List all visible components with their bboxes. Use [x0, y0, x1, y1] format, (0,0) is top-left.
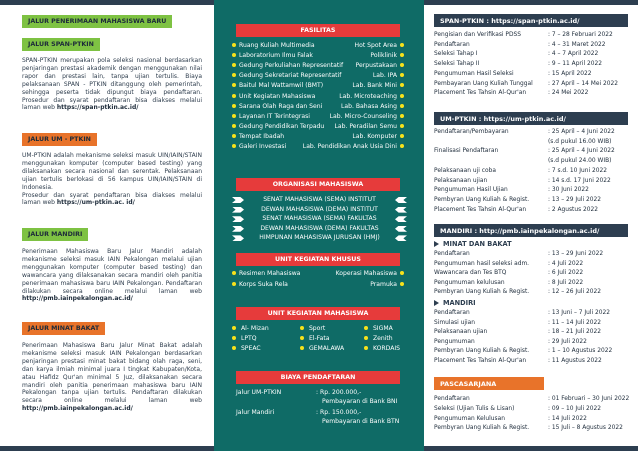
ormawa-label: DEWAN MAHASISWA (DEMA) FAKULTAS	[260, 224, 379, 232]
bullet-icon	[232, 282, 236, 286]
bullet-icon	[400, 144, 404, 148]
bullet-icon	[400, 63, 404, 67]
schedule-label: Pendaftaran	[434, 251, 470, 257]
bullet-icon	[232, 104, 236, 108]
bullet-icon	[232, 124, 236, 128]
schedule-label: Placement Tes Tahsin Al-Qur'an	[434, 358, 527, 364]
schedule-value: : 11 Agustus 2022	[548, 358, 602, 364]
ormawa-label: HIMPUNAN MAHASISWA JURUSAN (HMJ)	[259, 234, 380, 242]
fasilitas-row	[232, 103, 404, 113]
schedule-value: : 09 – 10 Juli 2022	[548, 405, 602, 412]
minat-desc: Penerimaan Mahasiswa Baru Jalur Minat Bakat adalah mekanisme seleksi masuk IAIN Pekalongan berdasarkan penjaringan prestasi minat bakat bidang olah raga, seni, dan karya ilmiah minimal juara I tingkat Kabupaten/Kota, atau Hafidz Qur'an minimal 5 Juz, dilaksanakan secara mandiri oleh panitia penerimaan mahasiswa baru IAIN Pekalongan tanpa ujian tertulis. Pendaftaran dilakukan secara online melalui laman web	[22, 342, 202, 405]
schedule-label: Pendaftaran	[434, 310, 470, 316]
schedule-label: Finalisasi Pendaftaran	[434, 148, 499, 155]
bullet-icon	[400, 134, 404, 138]
fasilitas-row	[232, 123, 404, 133]
schedule-row	[434, 280, 634, 289]
triangle-right-icon	[434, 241, 439, 247]
middle-panel	[214, 0, 424, 451]
schedule-row	[434, 310, 634, 319]
schedule-row	[434, 90, 634, 99]
fasilitas-row	[232, 113, 404, 123]
list-item: Lab. Microteaching	[339, 93, 404, 100]
mandiri-subtitle: MANDIRI	[434, 299, 476, 307]
schedule-label: Pengisian dan Verifikasi PDSS	[434, 32, 521, 38]
bullet-icon	[400, 282, 404, 286]
schedule-value: : 1 – 10 Agustus 2022	[548, 348, 613, 355]
list-item: Ruang Kuliah Multimedia	[232, 42, 315, 49]
bullet-icon	[400, 271, 404, 275]
schedule-row	[434, 270, 634, 279]
minat-subtitle: MINAT DAN BAKAT	[434, 240, 512, 248]
schedule-row	[434, 178, 634, 187]
ukm-title: UNIT KEGIATAN MAHASISWA	[236, 307, 400, 320]
bullet-icon	[400, 83, 404, 87]
ukk-row	[232, 270, 404, 280]
schedule-row	[434, 207, 634, 216]
fasilitas-row	[232, 133, 404, 143]
pasca-schedule-title: PASCASARJANA	[434, 377, 544, 390]
bullet-icon	[232, 326, 236, 330]
um-desc2: Prosedur dan syarat pendaftaran bisa diakses melalui laman web	[22, 191, 202, 207]
triangle-right-icon	[434, 300, 439, 306]
list-item: Unit Kegiatan Mahasiswa	[232, 93, 315, 100]
schedule-value: : 12 – 26 Juli 2022	[548, 289, 602, 296]
fasilitas-row	[232, 72, 404, 82]
list-item: Galeri Investasi	[232, 143, 286, 150]
schedule-value: : 27 April – 14 Mei 2022	[548, 80, 618, 87]
list-item: Layanan IT Terintegrasi	[232, 113, 310, 120]
bullet-icon	[364, 326, 368, 330]
ormawa-item	[232, 215, 407, 224]
bullet-icon	[400, 104, 404, 108]
schedule-value: (s.d pukul 24.00 WIB)	[548, 158, 612, 165]
list-item: Sarana Olah Raga dan Seni	[232, 103, 322, 110]
schedule-label: Pendaftaran	[434, 396, 470, 402]
ormawa-label: DEWAN MAHASISWA (DEMA) INSTITUT	[261, 205, 378, 213]
ormawa-item	[232, 225, 407, 234]
schedule-row	[434, 129, 634, 138]
schedule-label: Pelaksanaan ujian	[434, 329, 488, 336]
bullet-icon	[232, 73, 236, 77]
biaya-note: Pembayaran di Bank BNI	[322, 398, 398, 405]
list-item: Gedung Pendidikan Terpadu	[232, 123, 324, 130]
schedule-value: : 01 Februari – 30 Juni 2022	[548, 396, 630, 402]
bullet-icon	[232, 83, 236, 87]
schedule-value: : 18 – 21 Juli 2022	[548, 329, 602, 336]
schedule-label: Pembyran Uang Kuliah & Regist.	[434, 196, 530, 203]
schedule-label: Pengumuman	[434, 338, 475, 345]
list-item: Gedung Sekretariat Representatif	[232, 72, 341, 79]
bullet-icon	[232, 271, 236, 275]
bullet-icon	[232, 346, 236, 350]
schedule-row	[434, 32, 634, 41]
ukk-row	[232, 281, 404, 291]
ormawa-item	[232, 206, 407, 215]
biaya-label: Jalur Mandiri	[236, 409, 275, 416]
bullet-icon	[400, 43, 404, 47]
fasilitas-row	[232, 42, 404, 52]
bullet-icon	[400, 73, 404, 77]
schedule-label: Pelaksanaan uji coba	[434, 167, 496, 174]
schedule-row	[434, 51, 634, 60]
fasilitas-row	[232, 52, 404, 62]
bullet-icon	[300, 346, 304, 350]
bullet-icon	[232, 94, 236, 98]
schedule-value: : 13 – 29 Juni 2022	[548, 251, 604, 257]
bullet-icon	[300, 326, 304, 330]
schedule-row	[434, 71, 634, 80]
span-schedule-title: SPAN-PTKIN : https://span-ptkin.ac.id/	[434, 14, 628, 27]
schedule-row	[434, 61, 634, 70]
schedule-label: Pengumuman kelulusan	[434, 279, 505, 286]
list-item: SPEAC	[232, 344, 269, 354]
schedule-label: Pengumuman Kelulusan	[434, 415, 505, 422]
list-item: Lab. Micro-Counseling	[330, 113, 404, 120]
ukm-col2	[300, 324, 344, 354]
schedule-value: : 8 Juli 2022	[548, 279, 584, 286]
bullet-icon	[232, 53, 236, 57]
list-item: Pramuka	[370, 281, 404, 288]
biaya-value: : Rp. 150.000,-	[316, 409, 362, 416]
list-item: Hot Spot Area	[355, 42, 404, 49]
schedule-row	[434, 348, 634, 357]
schedule-value: : 11 – 14 Juli 2022	[548, 319, 602, 326]
list-item: Laboratorium Ilmu Falak	[232, 52, 313, 59]
um-schedule-title: UM-PTKIN : https://um-ptkin.ac.id/	[434, 112, 628, 125]
schedule-label: Pelaksanaan ujian	[434, 177, 488, 184]
fasilitas-row	[232, 62, 404, 72]
mandiri-schedule-title: MANDIRI : http://pmb.iainpekalongan.ac.id/	[434, 224, 628, 237]
list-item: Tempat Ibadah	[232, 133, 284, 140]
list-item: El-Fata	[300, 334, 344, 344]
um-url[interactable]: https://um-ptkin.ac. id/	[56, 199, 135, 207]
schedule-row	[434, 81, 634, 90]
schedule-row	[434, 339, 634, 348]
span-text	[22, 57, 202, 112]
fasilitas-row	[232, 82, 404, 92]
bullet-icon	[400, 114, 404, 118]
bullet-icon	[300, 336, 304, 340]
bullet-icon	[232, 144, 236, 148]
bullet-icon	[364, 336, 368, 340]
list-item: Zenith	[364, 334, 400, 344]
schedule-value: : 24 Mei 2022	[548, 90, 589, 97]
schedule-row	[434, 320, 634, 329]
schedule-label: Placement Tes Tahsin Al-Qur'an	[434, 206, 527, 213]
um-title: JALUR UM - PTKIN	[22, 133, 97, 146]
biaya-value: : Rp. 200.000,-	[316, 389, 362, 396]
schedule-row	[434, 261, 634, 270]
bullet-icon	[400, 124, 404, 128]
schedule-row	[434, 148, 634, 157]
schedule-value: : 2 Agustus 2022	[548, 206, 599, 213]
list-item: Koperasi Mahasiswa	[336, 270, 404, 277]
list-item: Poliklinik	[370, 52, 404, 59]
schedule-label: Simulasi ujian	[434, 319, 476, 326]
schedule-row	[434, 289, 634, 298]
schedule-value: : 7 – 28 Februari 2022	[548, 32, 613, 38]
biaya-title: BIAYA PENDAFTARAN	[236, 371, 400, 384]
mandiri-title: JALUR MANDIRI	[22, 228, 88, 241]
schedule-label: Placement Tes Tahsin Al-Qur'an	[434, 90, 527, 97]
schedule-value: : 25 April – 4 Juni 2022	[548, 148, 615, 155]
schedule-row	[434, 416, 634, 425]
span-desc: SPAN-PTKIN merupakan pola seleksi nasional berdasarkan penjaringan prestasi akademik dengan menggunakan nilai rapor dan prestasi lain, tanpa ujian tertulis. Biaya pelaksanaan SPAN - PTKIN ditanggung oleh pemerintah, sehingga peserta tidak dipungut biaya pendaftaran. Prosedur dan syarat pendaftaran bisa diakses melalui laman web	[22, 57, 202, 112]
main-title: JALUR PENERIMAAN MAHASISWA BARU	[22, 15, 172, 28]
list-item: Resimen Mahasiswa	[232, 270, 300, 277]
bullet-icon	[232, 134, 236, 138]
um-desc: UM-PTKIN adalah mekanisme seleksi masuk UIN/IAIN/STAIN menggunakan komputer (computer based testing) yang dilaksanakan secara nasional dan serentak. Pelaksanaan ujian tertulis berlokasi di 56 kampus UIN/IAIN/STAIN di Indonesia.	[22, 152, 202, 191]
list-item: GEMALAWA	[300, 344, 344, 354]
schedule-row	[434, 251, 634, 260]
schedule-value: : 15 Juli – 8 Agustus 2022	[548, 425, 623, 432]
list-item: Lab. Pendidikan Anak Usia Dini	[303, 143, 404, 150]
list-item: Lab. Komputer	[352, 133, 404, 140]
schedule-value: : 13 Juni – 7 Juli 2022	[548, 310, 610, 316]
schedule-value: (s.d pukul 16.00 WIB)	[548, 138, 612, 145]
right-panel	[424, 0, 638, 451]
schedule-value: : 6 Juli 2022	[548, 270, 584, 277]
ormawa-label: SENAT MAHASISWA (SEMA) FAKULTAS	[262, 215, 377, 223]
list-item: KORDAIS	[364, 344, 400, 354]
schedule-label: Seleksi (Ujian Tulis & Lisan)	[434, 405, 515, 412]
ormawa-title: ORGANISASI MAHASISWA	[236, 178, 400, 191]
list-item: Baitul Mal Wattamwil (BMT)	[232, 82, 323, 89]
schedule-value: : 7 s.d. 10 Juni 2022	[548, 167, 607, 174]
list-item: Lab. Bank Mini	[352, 82, 404, 89]
ormawa-item	[232, 234, 407, 243]
schedule-row	[434, 396, 634, 405]
list-item: Gedung Perkuliahan Representatif	[232, 62, 343, 69]
ukm-col3	[364, 324, 400, 354]
bullet-icon	[400, 53, 404, 57]
top-bar	[0, 0, 214, 5]
fasilitas-row	[232, 143, 404, 153]
fasilitas-row	[232, 93, 404, 103]
schedule-value: : 30 Juni 2022	[548, 187, 589, 194]
schedule-row	[434, 358, 634, 367]
list-item: Lab. Peradilan Semu	[334, 123, 404, 130]
schedule-label: Pengumuman Hasil Ujian	[434, 187, 508, 194]
schedule-value: : 4 – 7 April 2022	[548, 51, 599, 58]
schedule-row	[434, 139, 634, 148]
left-panel	[0, 0, 214, 451]
ukm-col1	[232, 324, 269, 354]
schedule-row	[434, 425, 634, 434]
um-text	[22, 152, 202, 207]
schedule-value: : 14 Juli 2022	[548, 415, 587, 422]
biaya-note: Pembayaran di Bank BTN	[322, 418, 400, 425]
schedule-label: Pengumuman hasil seleksi adm.	[434, 260, 530, 267]
list-item: LPTQ	[232, 334, 269, 344]
bullet-icon	[232, 114, 236, 118]
schedule-value: : 13 – 29 Juli 2022	[548, 196, 602, 203]
minat-title: JALUR MINAT BAKAT	[22, 322, 105, 335]
schedule-row	[434, 406, 634, 415]
schedule-label: Seleksi Tahap I	[434, 51, 478, 58]
schedule-row	[434, 158, 634, 167]
schedule-value: : 29 Juli 2022	[548, 338, 587, 345]
schedule-row	[434, 197, 634, 206]
list-item: SIGMA	[364, 324, 400, 334]
schedule-row	[434, 329, 634, 338]
bullet-icon	[232, 43, 236, 47]
schedule-value: : 14 s.d. 17 Juni 2022	[548, 177, 611, 184]
minat-url[interactable]: http://pmb.iainpekalongan.ac.id/	[22, 405, 133, 413]
schedule-label: Pengumuman Hasil Seleksi	[434, 70, 514, 77]
ormawa-item	[232, 196, 407, 205]
list-item: Lab. Bahasa Asing	[341, 103, 404, 110]
schedule-row	[434, 42, 634, 51]
span-title: JALUR SPAN-PTKIN	[22, 38, 100, 51]
schedule-value: : 9 – 11 April 2022	[548, 61, 602, 68]
schedule-label: Pembyran Uang Kuliah & Regist.	[434, 425, 530, 432]
bullet-icon	[400, 94, 404, 98]
schedule-value: : 4 – 31 Maret 2022	[548, 41, 606, 48]
schedule-row	[434, 187, 634, 196]
bullet-icon	[232, 63, 236, 67]
top-bar	[424, 0, 638, 5]
schedule-value: : 25 April – 4 Juni 2022	[548, 129, 615, 135]
ukk-title: UNIT KEGIATAN KHUSUS	[236, 253, 400, 266]
bottom-bar	[424, 446, 638, 451]
mandiri-desc: Penerimaan Mahasiswa Baru Jalur Mandiri adalah mekanisme seleksi masuk IAIN Pekalongan melalui ujian menggunakan komputer (computer based testing) dan wawancara yang dilaksanakan secara mandiri oleh panitia penerimaan mahasiswa baru IAIN Pekalongan. Pendaftaran dilakukan secara online melalui laman web	[22, 248, 202, 295]
list-item: Lab. IPA	[373, 72, 404, 79]
schedule-row	[434, 168, 634, 177]
mandiri-url[interactable]: http://pmb.iainpekalongan.ac.id/	[22, 295, 133, 303]
list-item: Sport	[300, 324, 344, 334]
schedule-label: Pendaftaran/Pembayaran	[434, 129, 509, 135]
mandiri-text	[22, 248, 202, 303]
schedule-value: : 4 Juli 2022	[548, 260, 584, 267]
schedule-label: Pembayaran Uang Kuliah Tunggal	[434, 80, 533, 87]
schedule-value: : 15 April 2022	[548, 70, 592, 77]
schedule-label: Wawancara dan Tes BTQ	[434, 270, 507, 277]
schedule-label: Seleksi Tahap II	[434, 61, 480, 68]
ormawa-label: SENAT MAHASISWA (SEMA) INSTITUT	[263, 196, 376, 203]
bullet-icon	[232, 336, 236, 340]
list-item: Korps Suka Rela	[232, 281, 288, 288]
fasilitas-title: FASILITAS	[236, 24, 400, 37]
bottom-bar	[0, 446, 214, 451]
schedule-label: Pendaftaran	[434, 41, 470, 48]
schedule-label: Pembyran Uang Kuliah & Regist.	[434, 289, 530, 296]
list-item: Al- Mizan	[232, 324, 269, 334]
schedule-label: Pembyran Uang Kuliah & Regist.	[434, 348, 530, 355]
biaya-label: Jalur UM-PTKIN	[236, 389, 282, 396]
minat-text	[22, 342, 202, 413]
bullet-icon	[364, 346, 368, 350]
span-url[interactable]: https://span-ptkin.ac.id/	[56, 104, 139, 112]
list-item: Perpustakaan	[356, 62, 405, 69]
